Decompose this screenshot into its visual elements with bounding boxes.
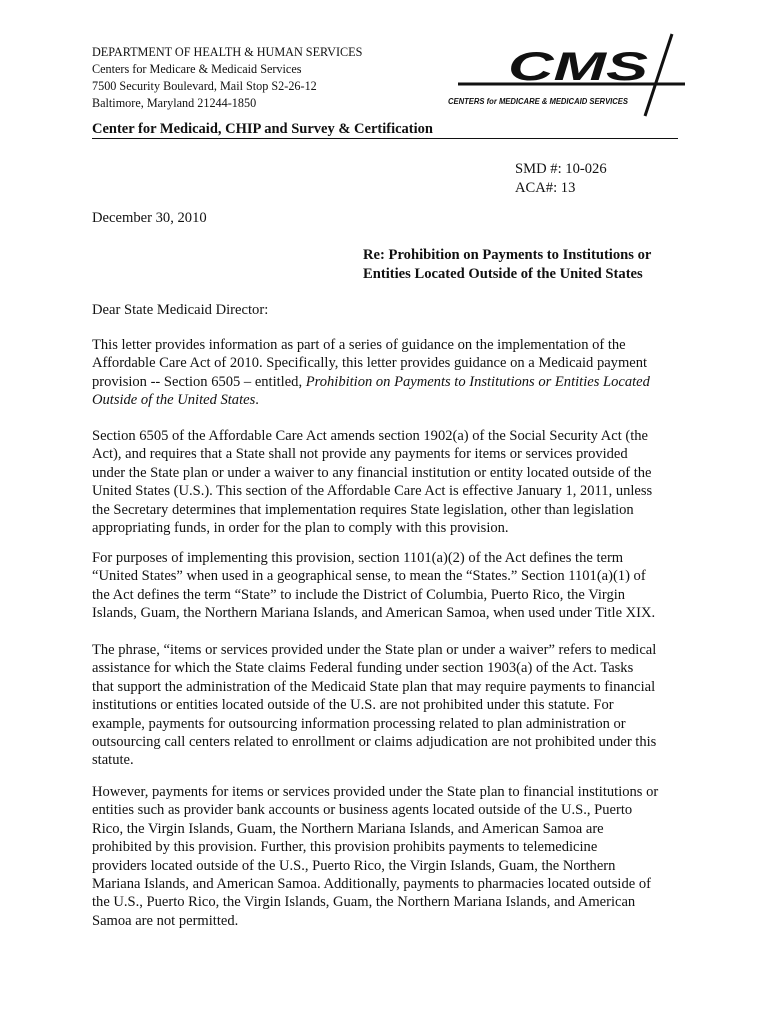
letterhead-address [92, 44, 362, 112]
subject-line-1: Re: Prohibition on Payments to Institutions or [363, 247, 652, 263]
aca-number: ACA#: 13 [515, 179, 576, 196]
paragraph-line: entities such as provider bank accounts or business agents located outside of the U.S., Puerto [92, 802, 633, 819]
center-heading: Center for Medicaid, CHIP and Survey & Certification [92, 121, 433, 137]
paragraph-line: However, payments for items or services provided under the State plan to financial institutions or [92, 784, 659, 800]
letter-date: December 30, 2010 [92, 210, 207, 226]
city-address: Baltimore, Maryland 21244-1850 [92, 96, 257, 110]
logo-wordmark: CMS [508, 45, 649, 89]
paragraph-line: under the State plan or under a waiver to any financial institution or entity located outside of the [92, 464, 652, 481]
smd-number: SMD #: 10-026 [515, 161, 607, 177]
reference-numbers [515, 160, 607, 197]
paragraph-line: appropriating funds, in order for the plan to comply with this provision. [92, 520, 509, 537]
paragraph-line: The phrase, “items or services provided under the State plan or under a waiver” refers to medical [92, 642, 657, 658]
paragraph-line: Islands, Guam, the Northern Mariana Islands, and American Samoa, when used under Title XIX. [92, 605, 656, 622]
paragraph-line: statute. [92, 752, 134, 769]
paragraph-line: Affordable Care Act of 2010. Specifically, this letter provides guidance on a Medicaid payment [92, 355, 648, 372]
paragraph-line: prohibited by this provision. Further, this provision prohibits payments to telemedicine [92, 839, 598, 856]
paragraph-line: This letter provides information as part of a series of guidance on the implementation of the [92, 337, 626, 353]
line-text: provision -- Section 6505 – entitled, [92, 373, 306, 390]
section-title-italic: Outside of the United States [92, 392, 256, 409]
paragraph-line: Section 6505 of the Affordable Care Act amends section 1902(a) of the Social Security Act (the [92, 428, 648, 444]
paragraph-line: that support the administration of the Medicaid State plan that may require payments to financial [92, 678, 656, 695]
paragraph-line: Rico, the Virgin Islands, Guam, the Northern Mariana Islands, and American Samoa are [92, 820, 604, 837]
paragraph-line [92, 391, 692, 409]
subject-line [363, 246, 651, 284]
subject-line-2: Entities Located Outside of the United States [363, 266, 643, 282]
paragraph-line: the Act defines the term “State” to include the District of Columbia, Puerto Rico, the Virgin [92, 586, 626, 603]
paragraph-line: example, payments for outsourcing information processing related to plan administration or [92, 715, 626, 732]
paragraph-line: outsourcing call centers related to enrollment or claims adjudication are not prohibited under this [92, 734, 657, 751]
paragraph-line [92, 373, 692, 391]
paragraph-4 [92, 641, 692, 770]
paragraph-line: the U.S., Puerto Rico, the Virgin Islands, Guam, the Northern Mariana Islands, and American [92, 894, 636, 911]
paragraph-line: providers located outside of the U.S., Puerto Rico, the Virgin Islands, Guam, the Northern [92, 857, 616, 874]
line-text: . [255, 392, 259, 409]
paragraph-line: assistance for which the State claims Federal funding under section 1903(a) of the Act. Tasks [92, 660, 634, 677]
paragraph-line: Samoa are not permitted. [92, 912, 239, 929]
logo-tagline: CENTERS for MEDICARE & MEDICAID SERVICES [448, 96, 629, 106]
paragraph-3 [92, 549, 692, 623]
street-address: 7500 Security Boulevard, Mail Stop S2-26-12 [92, 79, 317, 93]
agency-name: Centers for Medicare & Medicaid Services [92, 62, 302, 76]
paragraph-line: “United States” when used in a geographical sense, to mean the “States.” Section 1101(a)(1) of [92, 568, 646, 585]
paragraph-2 [92, 427, 692, 537]
paragraph-1 [92, 336, 692, 410]
header-divider [92, 138, 678, 139]
paragraph-line: the Secretary determines that implementation requires State legislation, other than legislation [92, 501, 634, 518]
salutation: Dear State Medicaid Director: [92, 302, 269, 318]
paragraph-line: institutions or entities located outside of the U.S. are not prohibited under this statute. For [92, 697, 614, 714]
department-name: DEPARTMENT OF HEALTH & HUMAN SERVICES [92, 45, 363, 59]
paragraph-5 [92, 783, 692, 930]
cms-logo [440, 28, 690, 123]
section-title-italic: Prohibition on Payments to Institutions or Entities Located [305, 373, 650, 390]
paragraph-line: United States (U.S.). This section of the Affordable Care Act is effective January 1, 2011, unless [92, 483, 653, 500]
paragraph-line: Act), and requires that a State shall not provide any payments for items or services provided [92, 446, 628, 463]
paragraph-line: Mariana Islands, and American Samoa. Additionally, payments to pharmacies located outside of [92, 876, 651, 893]
paragraph-line: For purposes of implementing this provision, section 1101(a)(2) of the Act defines the term [92, 550, 624, 566]
